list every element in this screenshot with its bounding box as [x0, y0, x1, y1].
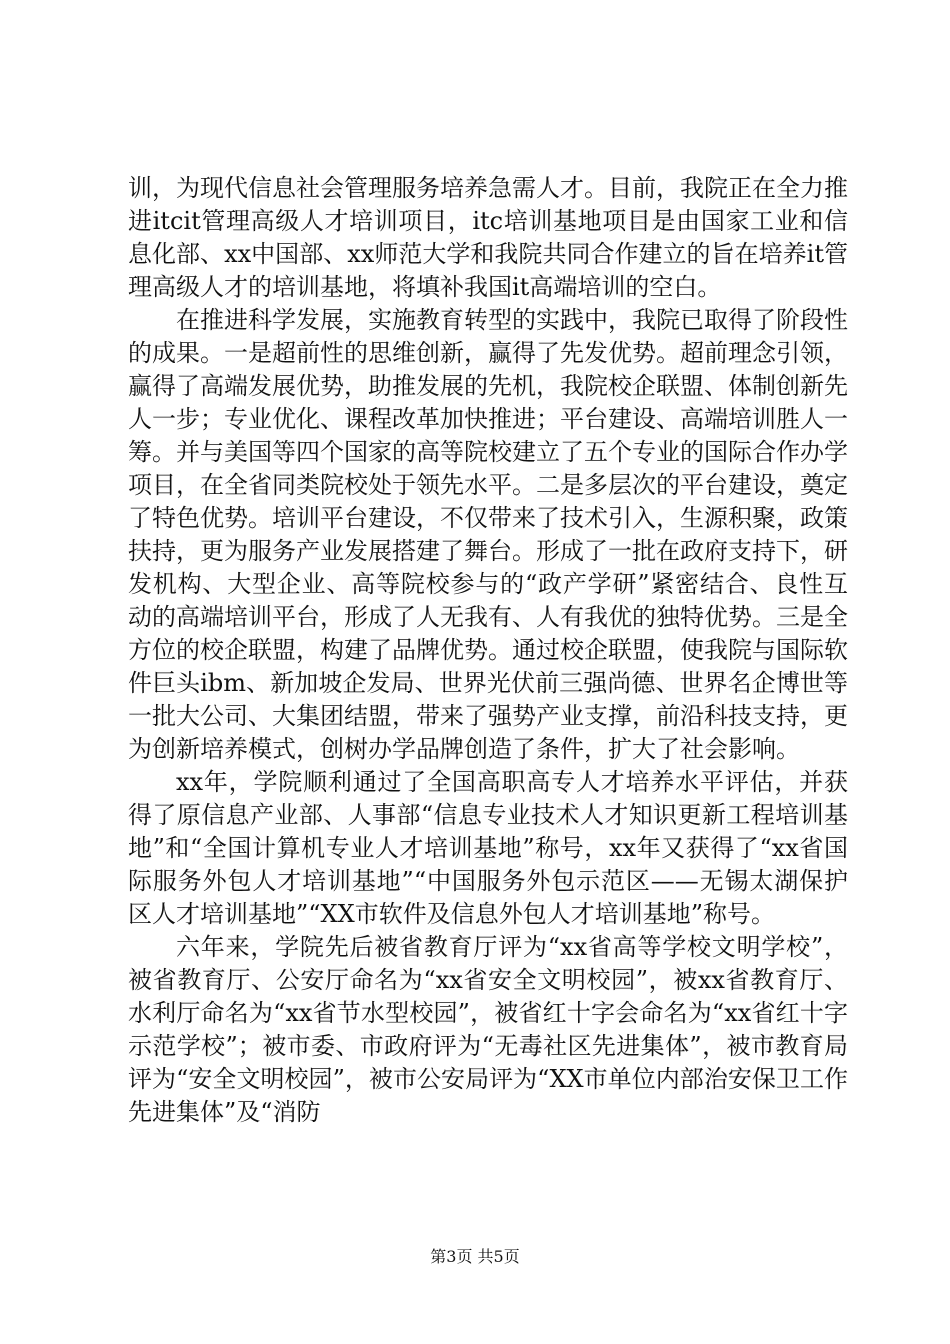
page-number-footer: 第3页 共5页: [430, 1247, 520, 1266]
paragraph-2: 在推进科学发展，实施教育转型的实践中，我院已取得了阶段性的成果。一是超前性的思维创新，赢得了先发优势。超前理念引领，赢得了高端发展优势，助推发展的先机，我院校企联盟、体制创新先人一步；专业优化、课程改革加快推进；平台建设、高端培训胜人一筹。并与美国等四个国家的高等院校建立了五个专业的国际合作办学项目，在全省同类院校处于领先水平。二是多层次的平台建设，奠定了特色优势。培训平台建设，不仅带来了技术引入，生源积聚，政策扶持，更为服务产业发展搭建了舞台。形成了一批在政府支持下，研发机构、大型企业、高等院校参与的“政产学研”紧密结合、良性互动的高端培训平台，形成了人无我有、人有我优的独特优势。三是全方位的校企联盟，构建了品牌优势。通过校企联盟，使我院与国际软件巨头ibm、新加坡企发局、世界光伏前三强尚德、世界名企博世等一批大公司、大集团结盟，带来了强势产业支撑，前沿科技支持，更为创新培养模式，创树办学品牌创造了条件，扩大了社会影响。: [128, 306, 848, 763]
body-text: [128, 172, 848, 1129]
paragraph-3: xx年，学院顺利通过了全国高职高专人才培养水平评估，并获得了原信息产业部、人事部“信息专业技术人才知识更新工程培训基地”和“全国计算机专业人才培训基地”称号，xx年又获得了“xx省国际服务外包人才培训基地”“中国服务外包示范区——无锡太湖保护区人才培训基地”“XX市软件及信息外包人才培训基地”称号。: [128, 768, 848, 928]
paragraph-1: 训，为现代信息社会管理服务培养急需人才。目前，我院正在全力推进itcit管理高级人才培训项目，itc培训基地项目是由国家工业和信息化部、xx中国部、xx师范大学和我院共同合作建立的旨在培养it管理高级人才的培训基地，将填补我国it高端培训的空白。: [128, 174, 848, 301]
paragraph-4: 六年来，学院先后被省教育厅评为“xx省高等学校文明学校”，被省教育厅、公安厅命名为“xx省安全文明校园”，被xx省教育厅、水利厅命名为“xx省节水型校园”，被省红十字会命名为“xx省红十字示范学校”；被市委、市政府评为“无毒社区先进集体”，被市教育局评为“安全文明校园”，被市公安局评为“XX市单位内部治安保卫工作先进集体”及“消防: [128, 933, 848, 1126]
